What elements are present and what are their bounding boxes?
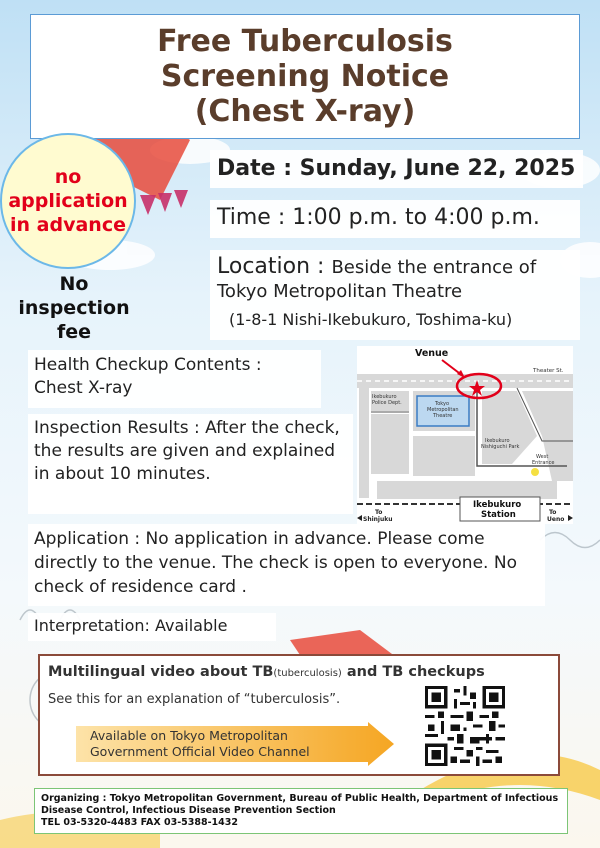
video-title-small: (tuberculosis) <box>273 668 342 679</box>
no-fee-line-3: fee <box>56 321 92 343</box>
map-theatre-label-2: Metropolitan <box>427 407 459 413</box>
no-application-line-3: in advance <box>10 214 126 236</box>
time-panel <box>210 200 580 238</box>
interpretation-panel <box>28 613 276 641</box>
map-park-label-1: Ikebukuro <box>485 438 510 444</box>
organizer-contact: TEL 03-5320-4483 FAX 03-5388-1432 <box>41 817 238 828</box>
venue-map <box>357 346 573 524</box>
organizer-line-1: Organizing : Tokyo Metropolitan Government, Bureau of Public Health, Department of Infectious <box>41 793 559 804</box>
map-theatre-label-1: Tokyo <box>435 401 449 407</box>
time-label: Time : <box>217 205 293 230</box>
map-police-label-1: Ikebukuro <box>372 394 397 400</box>
title-line-3: (Chest X-ray) <box>194 94 416 129</box>
video-channel-line-2: Government Official Video Channel <box>90 744 310 759</box>
organizer-line-2: Disease Control, Infectious Disease Prevention Section <box>41 805 336 816</box>
location-value: Beside the entrance of <box>331 257 537 278</box>
location-value-2: Tokyo Metropolitan Theatre <box>217 281 463 302</box>
no-application-line-2: application <box>8 190 128 212</box>
qr-code[interactable] <box>425 686 505 766</box>
map-venue-label: Venue <box>415 348 449 359</box>
application-text: Application : No application in advance. Please come directly to the venue. The check is open to everyone. No check of residence card . <box>34 529 517 597</box>
health-label: Health Checkup Contents : <box>34 355 262 375</box>
no-fee-line-1: No <box>59 273 89 295</box>
interpretation-text: Interpretation: Available <box>34 616 228 635</box>
map-road-left <box>359 388 369 498</box>
inspection-results-panel <box>28 414 353 514</box>
map-west-label-2: Entrance <box>532 460 555 466</box>
no-application-line-1: no <box>54 166 82 188</box>
video-subtitle: See this for an explanation of “tuberculosis”. <box>48 692 341 707</box>
video-title-b: and TB checkups <box>341 664 485 680</box>
video-channel-text[interactable] <box>90 728 310 760</box>
date-value: Sunday, June 22, 2025 <box>299 156 576 181</box>
organizer-box <box>34 788 568 834</box>
results-text: Inspection Results : After the check, the results are given and explained in about 10 minutes. <box>34 418 340 484</box>
map-to-shinjuku-1: To <box>375 509 383 516</box>
location-address: (1-8-1 Nishi-Ikebukuro, Toshima-ku) <box>229 310 513 329</box>
video-info-box <box>38 654 560 776</box>
map-to-ueno-2: Ueno <box>547 516 565 523</box>
map-west-label-1: West <box>536 454 549 460</box>
location-panel <box>210 250 580 340</box>
application-panel <box>28 524 545 606</box>
no-fee-badge <box>10 272 138 344</box>
map-station-label-1: Ikebukuro <box>473 500 522 510</box>
map-park-label-2: Nishiguchi Park <box>481 444 520 450</box>
video-channel-line-1: Available on Tokyo Metropolitan <box>90 728 288 743</box>
health-value: Chest X-ray <box>34 378 133 398</box>
date-label: Date : <box>217 156 300 181</box>
location-label: Location : <box>217 254 332 279</box>
map-theater-st-label: Theater St. <box>533 368 564 374</box>
map-theatre-label-3: Theatre <box>433 413 453 419</box>
time-value: 1:00 p.m. to 4:00 p.m. <box>292 205 540 230</box>
title-line-2: Screening Notice <box>160 59 450 94</box>
map-station-label-2: Station <box>481 510 516 520</box>
map-to-shinjuku-2: Shinjuku <box>363 516 393 523</box>
map-graphic <box>357 346 573 524</box>
map-west-entrance-dot <box>531 468 539 476</box>
map-police-label-2: Police Dept. <box>372 400 402 406</box>
health-checkup-panel <box>28 350 321 408</box>
video-title <box>48 664 485 680</box>
video-title-a: Multilingual video about TB <box>48 664 274 680</box>
no-application-badge <box>0 133 136 269</box>
no-fee-line-2: inspection <box>18 297 130 319</box>
title-line-1: Free Tuberculosis <box>157 24 453 59</box>
map-to-ueno-1: To <box>549 509 557 516</box>
title-box <box>30 14 580 139</box>
date-panel <box>210 150 583 188</box>
